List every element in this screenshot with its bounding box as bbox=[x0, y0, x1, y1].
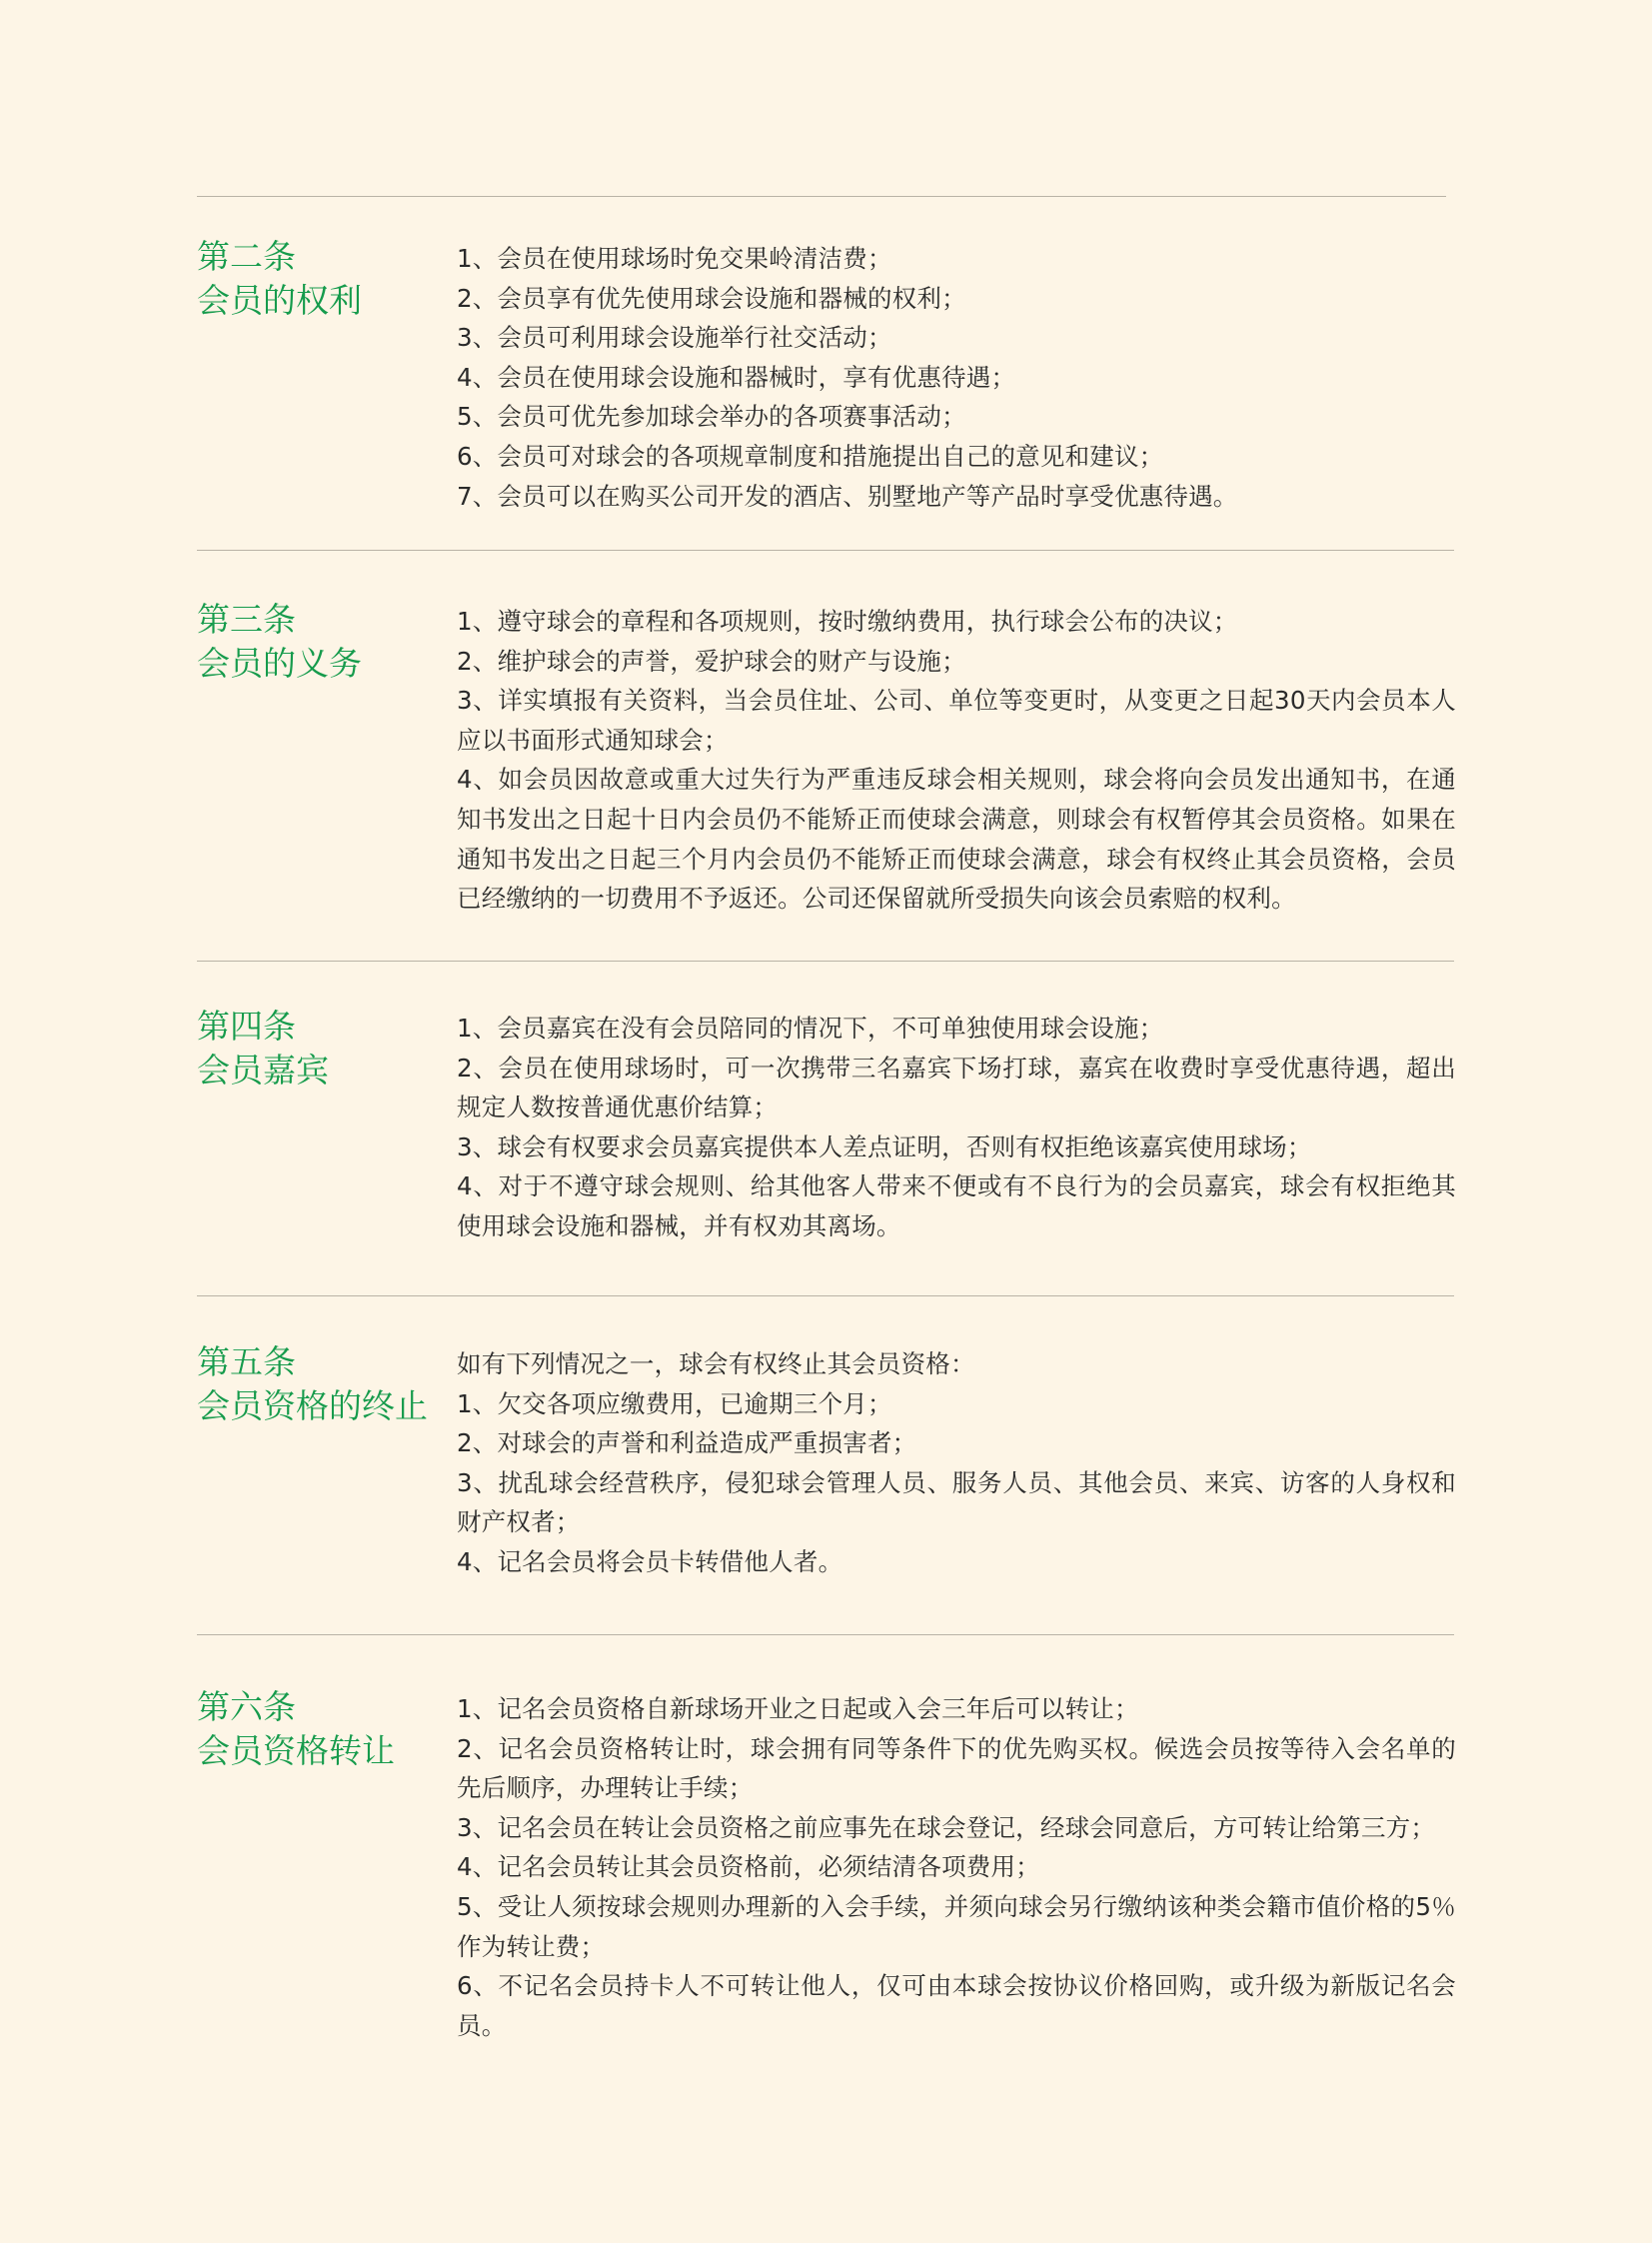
list-item: 3、记名会员在转让会员资格之前应事先在球会登记，经球会同意后，方可转让给第三方； bbox=[457, 1812, 1436, 1842]
list-item: 1、欠交各项应缴费用，已逾期三个月； bbox=[457, 1388, 892, 1418]
section-body bbox=[457, 602, 1456, 919]
section-body bbox=[457, 1689, 1456, 2045]
divider-top bbox=[197, 196, 1446, 197]
list-intro: 如有下列情况之一，球会有权终止其会员资格： bbox=[457, 1349, 975, 1378]
article-title: 会员的义务 bbox=[197, 644, 362, 683]
section-heading bbox=[197, 235, 447, 323]
section-heading bbox=[197, 1685, 447, 1773]
article-title: 会员的权利 bbox=[197, 281, 362, 320]
list-item: 2、会员在使用球场时，可一次携带三名嘉宾下场打球，嘉宾在收费时享受优惠待遇，超出规定人数按普通优惠价结算； bbox=[457, 1053, 1456, 1122]
article-number: 第四条 bbox=[197, 1007, 296, 1046]
article-number: 第五条 bbox=[197, 1342, 296, 1381]
list-item: 3、扰乱球会经营秩序，侵犯球会管理人员、服务人员、其他会员、来宾、访客的人身权和财产权者； bbox=[457, 1467, 1456, 1537]
list-item: 6、会员可对球会的各项规章制度和措施提出自己的意见和建议； bbox=[457, 441, 1164, 471]
list-item: 4、对于不遵守球会规则、给其他客人带来不便或有不良行为的会员嘉宾，球会有权拒绝其使用球会设施和器械，并有权劝其离场。 bbox=[457, 1171, 1456, 1240]
section-heading bbox=[197, 598, 447, 686]
article-number: 第三条 bbox=[197, 600, 296, 639]
list-item: 3、球会有权要求会员嘉宾提供本人差点证明，否则有权拒绝该嘉宾使用球场； bbox=[457, 1131, 1312, 1161]
list-item: 2、维护球会的声誉，爱护球会的财产与设施； bbox=[457, 646, 966, 676]
list-item: 2、对球会的声誉和利益造成严重损害者； bbox=[457, 1428, 917, 1458]
list-item: 5、受让人须按球会规则办理新的入会手续，并须向球会另行缴纳该种类会籍市值价格的5％作为转让费； bbox=[457, 1891, 1456, 1961]
list-item: 2、会员享有优先使用球会设施和器械的权利； bbox=[457, 283, 966, 313]
divider bbox=[197, 1634, 1454, 1635]
section-body bbox=[457, 1009, 1456, 1246]
list-item: 3、会员可利用球会设施举行社交活动； bbox=[457, 323, 892, 353]
article-title: 会员嘉宾 bbox=[197, 1051, 329, 1090]
divider bbox=[197, 1295, 1454, 1296]
list-item: 2、记名会员资格转让时，球会拥有同等条件下的优先购买权。候选会员按等待入会名单的先后顺序，办理转让手续； bbox=[457, 1733, 1456, 1803]
list-item: 3、详实填报有关资料，当会员住址、公司、单位等变更时，从变更之日起30天内会员本人应以书面形式通知球会； bbox=[457, 686, 1456, 755]
list-item: 6、不记名会员持卡人不可转让他人，仅可由本球会按协议价格回购，或升级为新版记名会员。 bbox=[457, 1971, 1456, 2040]
article-title: 会员资格的终止 bbox=[197, 1386, 428, 1425]
section-body bbox=[457, 1344, 1456, 1582]
divider bbox=[197, 961, 1454, 962]
section-body bbox=[457, 239, 1456, 516]
section-heading bbox=[197, 1340, 447, 1428]
list-item: 4、如会员因故意或重大过失行为严重违反球会相关规则，球会将向会员发出通知书，在通知书发出之日起十日内会员仍不能矫正而使球会满意，则球会有权暂停其会员资格。如果在通知书发出之日起三个月内会员仍不能矫正而使球会满意，球会有权终止其会员资格，会员已经缴纳的一切费用不予返还。公司还保留就所受损失向该会员索赔的权利。 bbox=[457, 765, 1456, 914]
list-item: 4、记名会员转让其会员资格前，必须结清各项费用； bbox=[457, 1852, 1040, 1882]
list-item: 4、记名会员将会员卡转借他人者。 bbox=[457, 1546, 843, 1576]
list-item: 1、记名会员资格自新球场开业之日起或入会三年后可以转让； bbox=[457, 1694, 1139, 1723]
article-number: 第六条 bbox=[197, 1687, 296, 1726]
list-item: 7、会员可以在购买公司开发的酒店、别墅地产等产品时享受优惠待遇。 bbox=[457, 481, 1238, 511]
list-item: 5、会员可优先参加球会举办的各项赛事活动； bbox=[457, 402, 966, 432]
list-item: 4、会员在使用球会设施和器械时，享有优惠待遇； bbox=[457, 362, 1016, 392]
section-heading bbox=[197, 1005, 447, 1093]
article-title: 会员资格转让 bbox=[197, 1731, 395, 1770]
divider bbox=[197, 550, 1454, 551]
list-item: 1、遵守球会的章程和各项规则，按时缴纳费用，执行球会公布的决议； bbox=[457, 607, 1238, 636]
list-item: 1、会员在使用球场时免交果岭清洁费； bbox=[457, 244, 892, 273]
list-item: 1、会员嘉宾在没有会员陪同的情况下，不可单独使用球会设施； bbox=[457, 1014, 1164, 1043]
article-number: 第二条 bbox=[197, 237, 296, 276]
